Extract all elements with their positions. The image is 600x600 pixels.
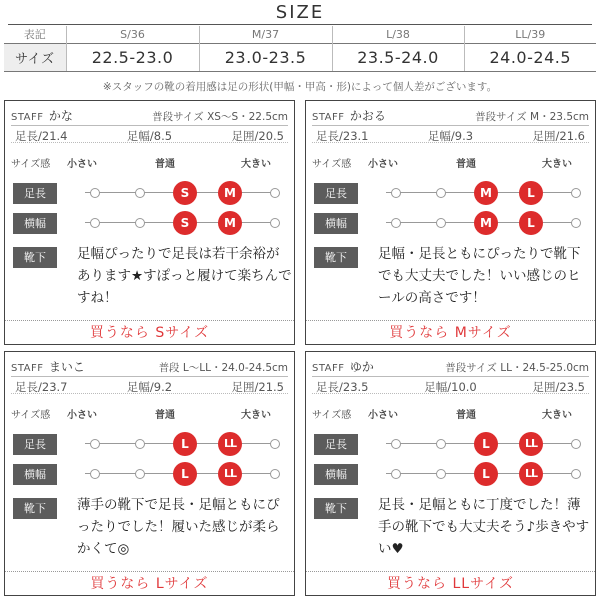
recommend-size: 買うなら Lサイズ	[5, 571, 294, 595]
staff-comment: 足幅ぴったりで足長は若干余裕があります★すぽっと履けて楽ちんですね！	[77, 246, 292, 306]
scale-dot	[270, 218, 280, 228]
usual-size: 普段サイズ XS〜S・22.5cm	[152, 111, 288, 123]
size-mark: M	[218, 181, 242, 205]
scale-dot	[436, 439, 446, 449]
row-label-width: 横幅	[314, 464, 358, 485]
scale-dot	[270, 469, 280, 479]
size-header-l: L/38	[332, 26, 464, 43]
size-mark: M	[218, 211, 242, 235]
width-scale	[386, 212, 576, 234]
row-label-width: 横幅	[13, 213, 57, 234]
size-sense-label: サイズ感	[312, 410, 352, 421]
width-scale	[386, 463, 576, 485]
size-mark: L	[519, 181, 543, 205]
scale-dot	[571, 439, 581, 449]
row-label-length: 足長	[314, 183, 358, 204]
scale-dot	[436, 188, 446, 198]
row-label-length: 足長	[13, 183, 57, 204]
size-header-label: 表記	[23, 28, 46, 42]
foot-girth: 足囲/20.5	[231, 129, 284, 143]
size-sense-label: サイズ感	[11, 410, 51, 421]
scale-large-label: 大きい	[241, 410, 271, 421]
scale-large-label: 大きい	[542, 410, 572, 421]
size-range-ll: 24.0-24.5	[464, 43, 596, 71]
size-mark: L	[173, 432, 197, 456]
staff-header	[312, 358, 589, 375]
size-mark: M	[474, 211, 498, 235]
row-label-socks: 靴下	[314, 247, 358, 268]
size-mark: LL	[218, 432, 242, 456]
usual-size: 普段サイズ LL・24.5-25.0cm	[445, 362, 589, 374]
staff-card-kaoru	[305, 100, 596, 345]
foot-measurements	[11, 125, 288, 143]
size-mark: L	[474, 462, 498, 486]
scale-large-label: 大きい	[542, 159, 572, 170]
size-range-l: 23.5-24.0	[332, 43, 464, 71]
size-mark: S	[173, 211, 197, 235]
foot-length: 足長/23.7	[15, 380, 68, 394]
scale-dot	[135, 218, 145, 228]
staff-tag: STAFF	[312, 112, 345, 123]
foot-width: 足幅/8.5	[126, 129, 173, 143]
recommend-size: 買うなら Sサイズ	[5, 320, 294, 344]
size-mark: L	[519, 211, 543, 235]
row-label-width: 横幅	[314, 213, 358, 234]
size-mark: LL	[218, 462, 242, 486]
scale-dot	[90, 469, 100, 479]
size-header-s: S/36	[66, 26, 199, 43]
staff-card-maiko	[4, 351, 295, 596]
size-range-m: 23.0-23.5	[199, 43, 332, 71]
foot-measurements	[11, 376, 288, 394]
size-mark: M	[474, 181, 498, 205]
foot-length: 足長/23.5	[316, 380, 369, 394]
foot-length: 足長/21.4	[15, 129, 68, 143]
scale-dot	[135, 188, 145, 198]
row-label-length: 足長	[13, 434, 57, 455]
row-label-width: 横幅	[13, 464, 57, 485]
row-label-socks: 靴下	[314, 498, 358, 519]
size-header-ll: LL/39	[464, 26, 596, 43]
scale-dot	[391, 218, 401, 228]
size-sense-label: サイズ感	[11, 159, 51, 170]
scale-dot	[436, 469, 446, 479]
scale-dot	[270, 188, 280, 198]
scale-large-label: 大きい	[241, 159, 271, 170]
scale-dot	[391, 469, 401, 479]
scale-dot	[90, 218, 100, 228]
scale-small-label: 小さい	[67, 410, 97, 421]
foot-girth: 足囲/23.5	[532, 380, 585, 394]
page-title: SIZE	[275, 2, 325, 23]
scale-normal-label: 普通	[155, 159, 175, 170]
scale-dot	[90, 188, 100, 198]
foot-width: 足幅/10.0	[424, 380, 477, 394]
title-divider	[8, 24, 592, 25]
foot-measurements	[312, 376, 589, 394]
scale-dot	[571, 469, 581, 479]
row-label-socks: 靴下	[13, 247, 57, 268]
size-header-m: M/37	[199, 26, 332, 43]
scale-normal-label: 普通	[456, 159, 476, 170]
staff-comment: 足長・足幅ともに丁度でした！薄手の靴下でも大丈夫そう♪歩きやすい♥	[378, 497, 590, 557]
scale-dot	[436, 218, 446, 228]
row-label-socks: 靴下	[13, 498, 57, 519]
staff-header	[11, 107, 288, 124]
staff-comment: 足幅・足長ともにぴったりで靴下でも大丈夫でした！いい感じのヒールの高さです！	[378, 246, 581, 306]
foot-girth: 足囲/21.6	[532, 129, 585, 143]
foot-length: 足長/23.1	[316, 129, 369, 143]
foot-width: 足幅/9.3	[427, 129, 474, 143]
size-mark: LL	[519, 432, 543, 456]
foot-width: 足幅/9.2	[126, 380, 173, 394]
size-table	[4, 26, 596, 72]
foot-measurements	[312, 125, 589, 143]
scale-dot	[571, 218, 581, 228]
recommend-size: 買うなら LLサイズ	[306, 571, 595, 595]
staff-name: かおる	[349, 109, 386, 123]
staff-name: まいこ	[48, 360, 85, 374]
scale-dot	[391, 439, 401, 449]
usual-size: 普段 L〜LL・24.0-24.5cm	[158, 362, 288, 374]
length-scale	[386, 433, 576, 455]
width-scale	[85, 463, 275, 485]
scale-small-label: 小さい	[368, 410, 398, 421]
scale-small-label: 小さい	[67, 159, 97, 170]
scale-small-label: 小さい	[368, 159, 398, 170]
size-table-header-row	[4, 26, 596, 43]
width-scale	[85, 212, 275, 234]
size-mark: L	[173, 462, 197, 486]
staff-card-kana	[4, 100, 295, 345]
usual-size: 普段サイズ M・23.5cm	[475, 111, 589, 123]
scale-normal-label: 普通	[456, 410, 476, 421]
scale-dot	[391, 188, 401, 198]
fit-notice: ※スタッフの靴の着用感は足の形状(甲幅・甲高・形)によって個人差がございます。	[102, 81, 498, 93]
staff-name: かな	[48, 109, 73, 123]
staff-tag: STAFF	[312, 363, 345, 374]
staff-header	[11, 358, 288, 375]
row-label-length: 足長	[314, 434, 358, 455]
scale-dot	[135, 469, 145, 479]
scale-dot	[90, 439, 100, 449]
size-mark: S	[173, 181, 197, 205]
length-scale	[85, 182, 275, 204]
size-mark: L	[474, 432, 498, 456]
staff-tag: STAFF	[11, 112, 44, 123]
foot-girth: 足囲/21.5	[231, 380, 284, 394]
recommend-size: 買うなら Mサイズ	[306, 320, 595, 344]
staff-comment: 薄手の靴下で足長・足幅ともにぴったりでした！履いた感じが柔らかくて◎	[77, 497, 280, 557]
size-range-s: 22.5-23.0	[66, 43, 199, 71]
staff-name: ゆか	[349, 360, 374, 374]
size-table-range-row	[4, 43, 596, 71]
staff-header	[312, 107, 589, 124]
scale-dot	[571, 188, 581, 198]
scale-dot	[270, 439, 280, 449]
length-scale	[85, 433, 275, 455]
size-mark: LL	[519, 462, 543, 486]
scale-dot	[135, 439, 145, 449]
staff-tag: STAFF	[11, 363, 44, 374]
size-sense-label: サイズ感	[312, 159, 352, 170]
scale-normal-label: 普通	[155, 410, 175, 421]
length-scale	[386, 182, 576, 204]
staff-card-yuka	[305, 351, 596, 596]
size-row-label: サイズ	[4, 43, 66, 71]
